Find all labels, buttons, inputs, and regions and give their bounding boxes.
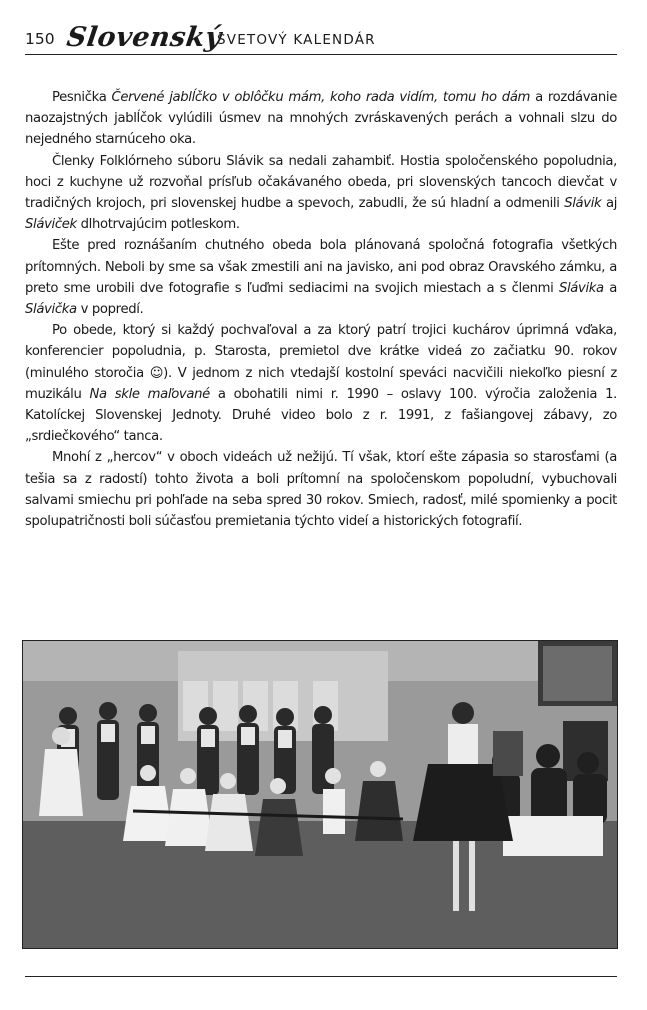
text-run: Členky Folklórneho súboru Slávik sa nedali zahambiť. Hostia spoločenského popoludnia, hoci z kuchyne už rozvoňal prísľub očakávaného obeda, pri slovenských tancoch dievčat v tradičných krojoch, pri slovenskej hudbe a spevoch, zabudli, že sú hladní a odmenili bbox=[25, 153, 617, 212]
text-run: a bbox=[603, 280, 618, 296]
page-header bbox=[25, 18, 617, 55]
photo-illustration bbox=[23, 641, 617, 948]
text-run: Ešte pred roznášaním chutného obeda bola plánovaná spoločná fotografia všetkých prítomných. Neboli by sme sa však zmestili ani na javisko, ani pod obraz Oravského zámku, a preto sme urobili dve fotografie s ľuďmi sediacimi na svojich miestach a s členmi bbox=[25, 238, 617, 296]
text-run: Po obede, ktorý si každý pochvaľoval a za ktorý patrí trojici kuchárov úprimná vďaka, konferencier popoludnia, p. Starosta, premietol dve krátke videá zo začiatku 90. rokov (minulého storočia ☺). V jednom z nich vtedajší kostolní speváci nacvičili niekoľko piesní z muzikálu bbox=[25, 323, 617, 402]
page-number: 150 bbox=[25, 30, 55, 48]
paragraph-3 bbox=[25, 235, 617, 320]
text-run: Mnohí z „hercov“ v oboch videách už nežijú. Tí však, ktorí ešte zápasia so starosťami (a tešia sa z radostí) tohto života a boli prítomní na spoločenskom popoludní, vybuchovali salvami smiechu pri pohľade na seba spred 30 rokov. Smiech, radosť, milé spomienky a pocit spolupatričnosti boli súčasťou premietania týchto videí a historických fotografií. bbox=[25, 450, 617, 530]
paragraph-5 bbox=[25, 447, 617, 532]
article-body bbox=[25, 87, 617, 532]
text-run: Pesnička bbox=[52, 90, 112, 105]
italic-text: Na skle maľované bbox=[89, 386, 210, 402]
text-run: v popredí. bbox=[76, 302, 144, 318]
magazine-logo: Slovenský bbox=[64, 22, 224, 53]
italic-text: Slávička bbox=[25, 302, 77, 318]
italic-text: Slávik bbox=[564, 196, 602, 212]
paragraph-1 bbox=[25, 87, 617, 151]
folk-dance-photo bbox=[23, 641, 617, 948]
paragraph-4 bbox=[25, 320, 617, 447]
italic-text: Sláviček bbox=[25, 217, 77, 233]
text-run: aj bbox=[601, 196, 618, 212]
text-run: a rozdávanie naozajstných jablĺčok vylúdili úsmev na mnohých zvráskavených perách a vohnali slzu do nejedného starnúceho oka. bbox=[25, 90, 617, 148]
italic-text: Červené jablĺčko v oblôčku mám, koho rada vidím, tomu ho dám bbox=[111, 90, 531, 105]
magazine-subtitle: SVETOVÝ KALENDÁR bbox=[217, 32, 376, 48]
footer-rule bbox=[25, 976, 617, 977]
paragraph-2 bbox=[25, 151, 617, 236]
text-run: dlhotrvajúcim potleskom. bbox=[76, 217, 240, 233]
italic-text: Slávika bbox=[558, 280, 604, 296]
text-run: a obohatili nimi r. 1990 – oslavy 100. výročia založenia 1. Katolíckej Slovenskej Jednoty. Druhé video bolo z r. 1991, z fašiangovej zábavy, zo „srdiečkového“ tanca. bbox=[25, 386, 618, 445]
